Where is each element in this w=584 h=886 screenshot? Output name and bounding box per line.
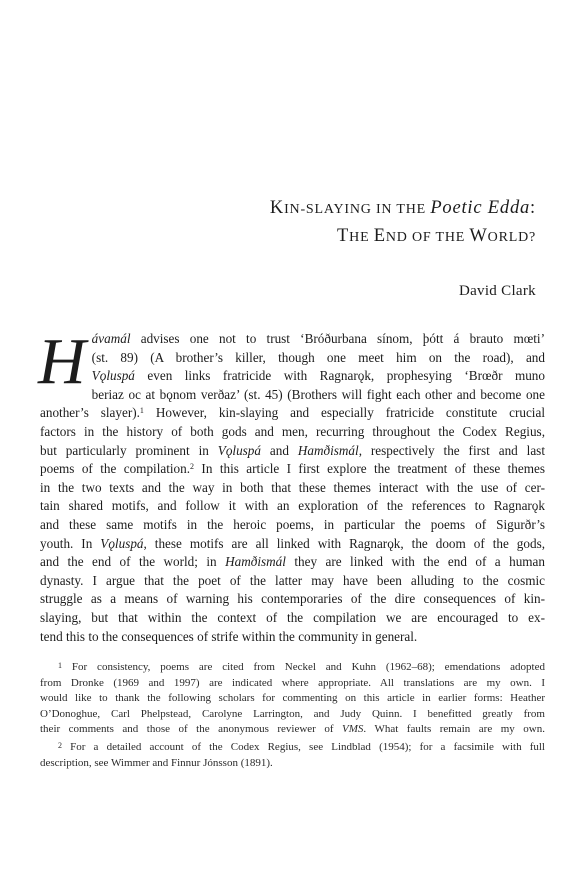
body-line: factors in the history of both gods and men, recurring throughout the Codex Regius, (40, 423, 545, 439)
body-line: but particularly prominent in Vǫluspá and Hamðismál, respectively the first and last (40, 442, 545, 458)
title-line-1: KIN-SLAYING IN THE Poetic Edda: (269, 198, 536, 218)
footnote-line: their comments and those of the anonymous reviewer of VMS. What faults remain are my own. (40, 723, 545, 736)
body-line: beriaz oc at bǫnom verðaz’ (st. 45) (Brothers will fight each other and become one (91, 386, 545, 402)
footnote-line: from Dronke (1969 and 1997) are indicated where appropriate. All translations are my own. I (40, 676, 545, 689)
body-line: another’s slayer).$^1$ However, kin-slaying and especially fratricide constitute crucial (40, 405, 545, 421)
title-italic-poetic-edda: Poetic Edda (430, 198, 531, 218)
body-line: tend this to the consequences of strife within the community in general. (40, 628, 418, 644)
title-line-2: THE END OF THE WORLD? (337, 226, 536, 246)
body-line: ávamál advises one not to trust ‘Bróðurbana sínom, þótt á brauto mœti’ (91, 331, 545, 346)
body-line: (st. 89) (A brother’s killer, though one meet him on the road), and (91, 349, 545, 365)
body-line: and these same motifs in the heroic poems, in particular the poems of Sigurðr’s (40, 516, 545, 532)
footnote-marker-1[interactable]: 1 (139, 406, 144, 416)
body-paragraph (38, 325, 545, 646)
body-line: and the end of the world; in Hamðismál they are linked with the end of a human (40, 554, 545, 570)
body-line: Vǫluspá even links fratricide with Ragnarǫk, prophesying ‘Brœðr muno (91, 368, 545, 384)
body-line: slaying, but that within the context of the compilation we are encouraged to ex- (40, 609, 545, 625)
author-name: David Clark (458, 283, 536, 299)
body-line: youth. In Vǫluspá, these motifs are all linked with Ragnarǫk, the doom of the gods, (40, 535, 545, 551)
body-line: struggle as a means of warning his contemporaries of the dire consequences of kin- (40, 591, 545, 607)
footnote-line: description, see Wimmer and Finnur Jónsson (1891). (40, 756, 273, 769)
footnote-1: $^1$ For consistency, poems are cited from Neckel and Kuhn (1962–68); emendations adopted (58, 661, 545, 673)
footnote-line: O’Donoghue, Carl Phelpstead, Carolyne Larrington, and Judy Quinn. I benefitted greatly from (40, 707, 545, 720)
body-line: poems of the compilation.$^2$ In this article I first explore the treatment of these themes (40, 461, 545, 477)
body-line: dynasty. I argue that the poet of the latter may have been alluding to the cosmic (40, 572, 545, 588)
footnote-line: would like to thank the following scholars for commenting on this article in earlier forms: Heather (40, 692, 545, 705)
body-line: tain shared motifs, and follow it with an exploration of the references to Ragnarǫk (40, 498, 545, 514)
drop-cap: H (38, 325, 86, 398)
footnote-marker-2[interactable]: 2 (190, 462, 195, 472)
footnotes (40, 660, 545, 771)
body-line: in the two texts and the way in both that these themes interact with the use of cer- (40, 479, 545, 495)
footnote-2: $^2$ For a detailed account of the Codex Regius, see Lindblad (1954); for a facsimile with full (58, 740, 545, 753)
article-title (270, 195, 536, 251)
